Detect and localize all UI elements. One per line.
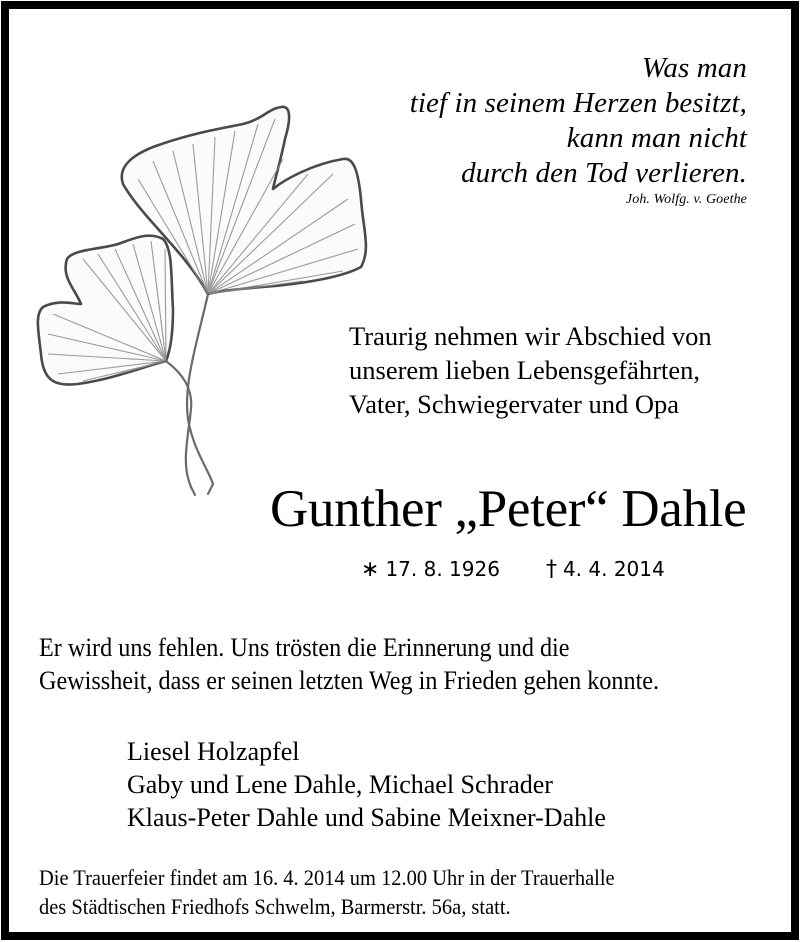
birth-star-icon: ∗	[361, 557, 380, 582]
death-date: 4. 4. 2014	[562, 557, 665, 581]
quote-line: kann man nicht	[566, 122, 747, 154]
birth-date: 17. 8. 1926	[385, 557, 500, 581]
intro-line: unserem lieben Lebensgefährten,	[349, 355, 700, 385]
mourner-entry: Gaby und Lene Dahle, Michael Schrader	[127, 770, 553, 799]
mourner-entry: Klaus-Peter Dahle und Sabine Meixner-Dahle	[127, 803, 606, 832]
mourners-list	[127, 735, 606, 834]
goethe-quote	[410, 51, 747, 209]
mourner-entry: Liesel Holzapfel	[127, 737, 300, 766]
quote-author: Joh. Wolfg. v. Goethe	[625, 192, 747, 207]
quote-line: Was man	[641, 52, 747, 84]
closing-line: Gewissheit, dass er seinen letzten Weg in Frieden gehen konnte.	[39, 666, 660, 695]
intro-line: Vater, Schwiegervater und Opa	[349, 389, 680, 419]
funeral-service-info	[39, 863, 615, 921]
intro-text	[349, 319, 712, 421]
obituary-frame	[1, 1, 799, 940]
closing-text	[39, 631, 659, 697]
quote-line: tief in seinem Herzen besitzt,	[409, 87, 747, 119]
quote-line: durch den Tod verlieren.	[461, 157, 747, 189]
closing-line: Er wird uns fehlen. Uns trösten die Erinnerung und die	[39, 633, 570, 662]
service-line: Die Trauerfeier findet am 16. 4. 2014 um 12.00 Uhr in der Trauerhalle	[39, 865, 615, 890]
service-line: des Städtischen Friedhofs Schwelm, Barmerstr. 56a, statt.	[39, 894, 511, 919]
intro-line: Traurig nehmen wir Abschied von	[349, 321, 712, 351]
deceased-name: Gunther „Peter“ Dahle	[270, 480, 747, 538]
ginkgo-leaves-icon	[23, 99, 383, 499]
life-dates	[361, 555, 665, 584]
death-cross-icon: †	[545, 557, 557, 582]
